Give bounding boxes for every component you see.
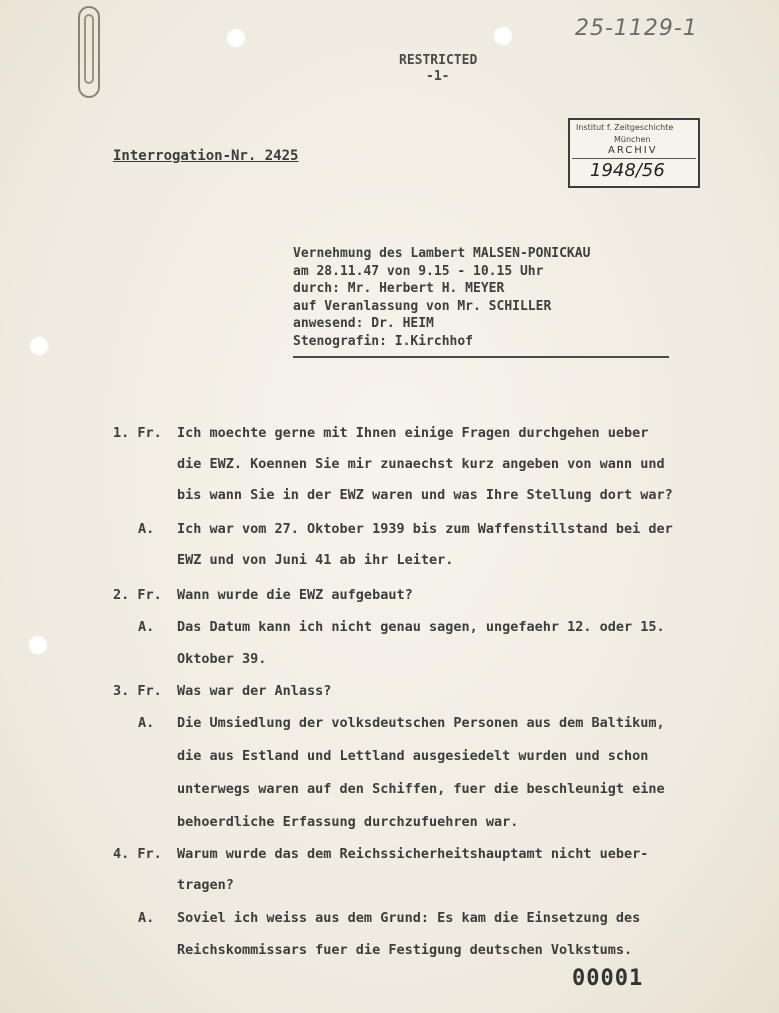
answer-marker: A. [138, 521, 155, 537]
answer-marker: A. [138, 715, 155, 731]
question-line: tragen? [177, 877, 234, 893]
paperclip-inner [84, 14, 94, 84]
document-number: 00001 [572, 966, 644, 991]
answer-marker: A. [138, 910, 155, 926]
info-line: Stenografin: I.Kirchhof [293, 333, 474, 349]
question-line: Was war der Anlass? [177, 683, 332, 699]
interrogation-title: Interrogation-Nr. 2425 [113, 148, 299, 164]
answer-line: Reichskommissars fuer die Festigung deutschen Volkstums. [177, 942, 633, 958]
stamp-label: ARCHIV [608, 145, 658, 156]
answer-line: Das Datum kann ich nicht genau sagen, ungefaehr 12. oder 15. [177, 619, 665, 635]
info-line: Vernehmung des Lambert MALSEN-PONICKAU [293, 246, 591, 261]
question-line: Warum wurde das dem Reichssicherheitshauptamt nicht ueber- [177, 846, 649, 862]
answer-marker: A. [138, 619, 155, 635]
archive-stamp [568, 118, 700, 188]
answer-line: die aus Estland und Lettland ausgesiedelt wurden und schon [177, 748, 649, 764]
punch-hole-left-lower [28, 635, 48, 655]
header-divider [293, 356, 669, 358]
punch-hole-left-upper [29, 336, 49, 356]
stamp-number: 1948/56 [590, 160, 665, 181]
info-line: auf Veranlassung von Mr. SCHILLER [293, 298, 552, 314]
answer-line: EWZ und von Juni 41 ab ihr Leiter. [177, 552, 454, 568]
answer-line: Die Umsiedlung der volksdeutschen Personen aus dem Baltikum, [177, 715, 665, 731]
answer-line: Ich war vom 27. Oktober 1939 bis zum Waffenstillstand bei der [177, 521, 673, 537]
question-number: 3. Fr. [113, 683, 162, 699]
punch-hole-top-right [493, 26, 513, 46]
archive-reference: 25-1129-1 [575, 16, 698, 41]
question-line: bis wann Sie in der EWZ waren und was Ihre Stellung dort war? [177, 487, 673, 503]
classification-label: RESTRICTED [399, 53, 478, 68]
stamp-divider [572, 158, 696, 159]
question-number: 2. Fr. [113, 587, 162, 603]
stamp-city: München [614, 135, 651, 144]
answer-line: Oktober 39. [177, 651, 267, 667]
question-number: 1. Fr. [113, 425, 162, 441]
question-line: die EWZ. Koennen Sie mir zunaechst kurz angeben von wann und [177, 456, 665, 472]
answer-line: behoerdliche Erfassung durchzufuehren war. [177, 814, 519, 830]
question-line: Wann wurde die EWZ aufgebaut? [177, 587, 413, 603]
info-line: anwesend: Dr. HEIM [293, 316, 434, 331]
punch-hole-top-left [226, 28, 246, 48]
info-line: durch: Mr. Herbert H. MEYER [293, 281, 505, 296]
question-number: 4. Fr. [113, 846, 162, 862]
answer-line: Soviel ich weiss aus dem Grund: Es kam die Einsetzung des [177, 910, 641, 926]
stamp-institute: Institut f. Zeitgeschichte [576, 123, 674, 132]
page-number: -1- [426, 69, 450, 84]
answer-line: unterwegs waren auf den Schiffen, fuer die beschleunigt eine [177, 781, 665, 797]
interrogation-info [293, 245, 590, 350]
info-line: am 28.11.47 von 9.15 - 10.15 Uhr [293, 263, 544, 279]
question-line: Ich moechte gerne mit Ihnen einige Fragen durchgehen ueber [177, 425, 649, 441]
